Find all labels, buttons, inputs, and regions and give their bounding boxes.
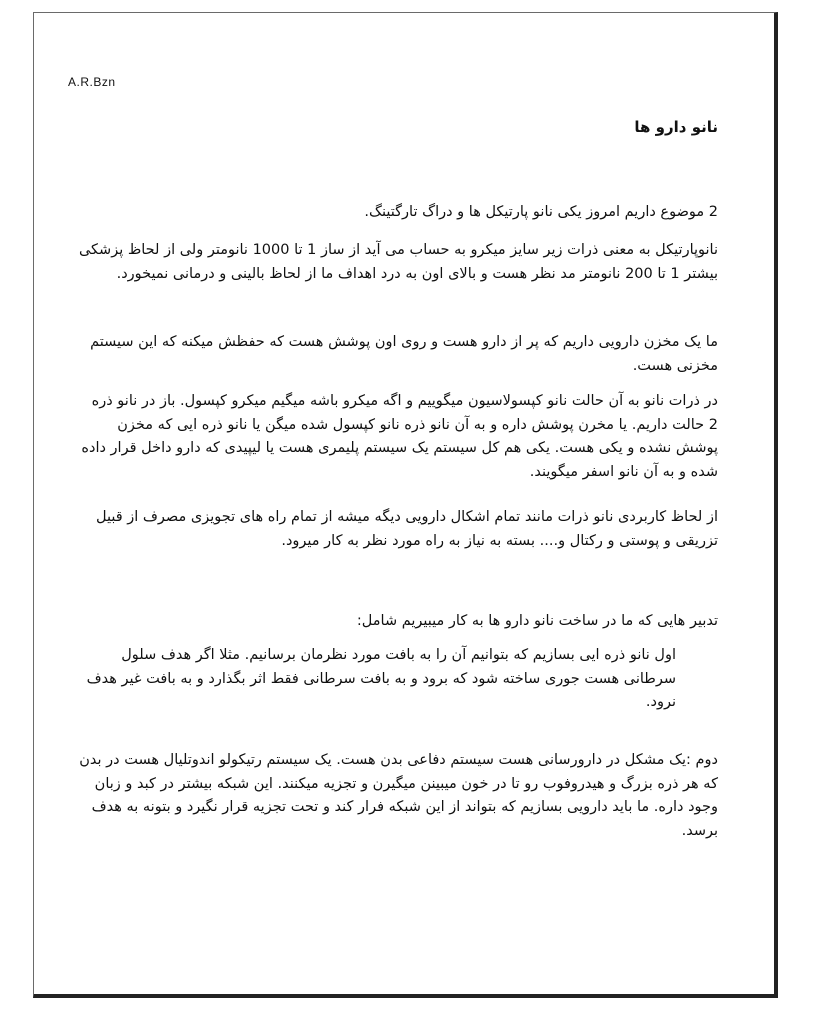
- paragraph-strategy-first: اول نانو ذره ایی بسازیم که بتوانیم آن را به بافت مورد نظرمان برسانیم. مثلا اگر هدف سلول سرطانی هست جوری ساخته شود که برود و به بافت سرطانی فقط اثر بگذارد و به بافت غیر هدف نرود.: [86, 647, 676, 710]
- paragraph-administration-routes: از لحاظ کاربردی نانو ذرات مانند تمام اشکال دارویی دیگه میشه از تمام راه های تجویزی مصرف از قبیل تزریقی و پوستی و رکتال و.... بسته به نیاز به راه مورد نظر به کار میرود.: [95, 509, 718, 549]
- paragraph-nanoparticle-definition: نانوپارتیکل به معنی ذرات زیر سایز میکرو به حساب می آید از ساز 1 تا 1000 نانومتر ولی از لحاظ پزشکی بیشتر 1 تا 200 نانومتر مد نظر هست و بالای اون به درد اهداف ما از لحاظ بالینی و درمانی نمیخورد.: [78, 242, 718, 282]
- paragraph-reservoir-system: ما یک مخزن دارویی داریم که پر از دارو هست و روی اون پوشش هست که حفظش میکنه که این سیستم مخزنی هست.: [90, 334, 718, 374]
- document-page: [33, 12, 778, 998]
- paragraph-strategy-second: دوم :یک مشکل در دارورسانی هست سیستم دفاعی بدن هست. یک سیستم رتیکولو اندوتلیال هست در بدن که هر ذره بزرگ و هیدروفوب رو تا در خون میبینن میگیرن و تجزیه میکنند. این شبکه بیشتر در کبد و زبان وجود داره. ما باید دارویی بسازیم که بتواند از این شبکه فرار کند و تحت تجزیه قرار نگیرد و بتونه به هدف برسد.: [79, 752, 718, 839]
- document-title: نانو دارو ها: [634, 118, 718, 136]
- paragraph-strategies-heading: تدبیر هایی که ما در ساخت نانو دارو ها به کار میبیریم شامل:: [356, 613, 718, 629]
- paragraph-nanocapsulation: در ذرات نانو به آن حالت نانو کپسولاسیون میگوییم و اگه میکرو باشه میگیم میکرو کپسول. باز در نانو ذره 2 حالت داریم. یا مخرن پوشش داره و به آن نانو ذره نانو کپسول شده میگن یا نانو ذره ایی که مخزن پوشش نشده و یکی هست. یکی هم کل سیستم یک سیستم پلیمری هست یا لیپیدی که دارو داخل قرار داده شده و به آن نانو اسفر میگویند.: [81, 393, 718, 480]
- paragraph-intro: 2 موضوع داریم امروز یکی نانو پارتیکل ها و دراگ تارگتینگ.: [364, 204, 718, 220]
- author-initials: A.R.Bzn: [68, 75, 116, 89]
